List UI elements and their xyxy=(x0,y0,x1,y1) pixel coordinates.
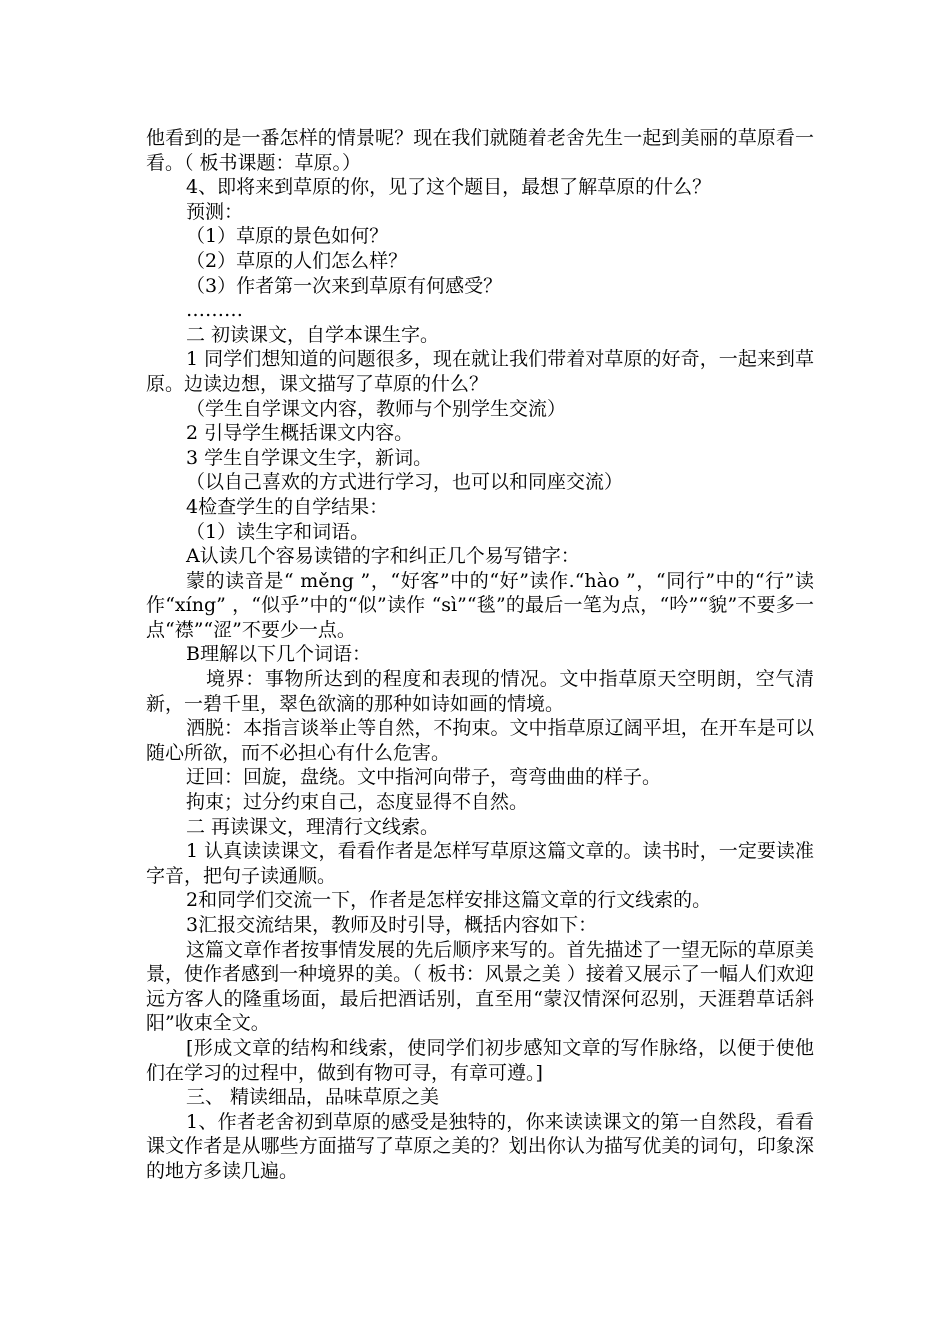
section-heading: 二 初读课文，自学本课生字。 xyxy=(186,323,440,346)
paragraph: 3 学生自学课文生字，新词。 xyxy=(186,446,433,469)
paragraph: 3汇报交流结果，教师及时引导，概括内容如下： xyxy=(186,914,598,936)
paragraph: 蒙的读音是“ měng ”，“好客”中的“好”读作.“hào ”，“同行”中的“行”读作“xíng” ，“似乎”中的“似”读作 “sì”“毯”的最后一笔为点，“吟”“貌”不要多一点“襟”“涩”不要少一点。 xyxy=(146,569,814,641)
paragraph: 1、作者老舍初到草原的感受是独特的，你来读读课文的第一自然段，看看课文作者是从哪些方面描写了草原之美的？划出你认为描写优美的词句，印象深的地方多读几遍。 xyxy=(146,1110,814,1182)
paragraph: 他看到的是一番怎样的情景呢？现在我们就随着老舍先生一起到美丽的草原看一看。（ 板书课题：草原。） xyxy=(146,127,814,174)
paragraph: （1）读生字和词语。 xyxy=(186,520,370,543)
document-body xyxy=(146,126,814,1184)
paragraph: [形成文章的结构和线索，使同学们初步感知文章的写作脉络，以便于使他们在学习的过程中，做到有物可寻，有章可遵。] xyxy=(146,1036,814,1084)
paragraph: （2）草原的人们怎么样？ xyxy=(186,249,408,272)
paragraph: 预测： xyxy=(186,200,244,223)
paragraph: 迂回：回旋，盘绕。文中指河向带子，弯弯曲曲的样子。 xyxy=(186,766,662,789)
paragraph: （1）草原的景色如何？ xyxy=(186,225,389,248)
paragraph: 洒脱：本指言谈举止等自然，不拘束。文中指草原辽阔平坦，在开车是可以随心所欲，而不必担心有什么危害。 xyxy=(146,717,814,764)
paragraph: 这篇文章作者按事情发展的先后顺序来写的。首先描述了一望无际的草原美景，使作者感到一种境界的美。（ 板书：风景之美 ）接着又展示了一幅人们欢迎远方客人的隆重场面，最后把酒话别，直至用“蒙汉情深何忍别，天涯碧草话斜阳”收束全文。 xyxy=(146,938,814,1035)
paragraph: 1 同学们想知道的问题很多，现在就让我们带着对草原的好奇，一起来到草原。边读边想，课文描写了草原的什么？ xyxy=(146,348,814,395)
paragraph: 拘束；过分约束自己，态度显得不自然。 xyxy=(186,791,529,814)
section-heading: 二 再读课文，理清行文线索。 xyxy=(186,815,440,838)
paragraph: （学生自学课文内容，教师与个别学生交流） xyxy=(186,397,567,420)
paragraph: 2 引导学生概括课文内容。 xyxy=(186,422,414,445)
paragraph: （以自己喜欢的方式进行学习，也可以和同座交流） xyxy=(186,471,624,494)
paragraph: 4、即将来到草原的你，见了这个题目，最想了解草原的什么？ xyxy=(186,176,712,199)
paragraph: 2和同学们交流一下，作者是怎样安排这篇文章的行文线索的。 xyxy=(186,889,712,912)
paragraph: ……… xyxy=(186,299,243,322)
paragraph: （3）作者第一次来到草原有何感受？ xyxy=(186,274,503,297)
paragraph: A认读几个容易读错的字和纠正几个易写错字： xyxy=(186,545,580,568)
section-heading: 三、 精读细品，品味草原之美 xyxy=(186,1086,440,1109)
paragraph: 4检查学生的自学结果： xyxy=(186,495,389,518)
paragraph: B理解以下几个词语： xyxy=(186,643,371,666)
paragraph: 境界：事物所达到的程度和表现的情况。文中指草原天空明朗，空气清新，一碧千里，翠色欲滴的那种如诗如画的情境。 xyxy=(146,668,814,715)
paragraph: 1 认真读读课文，看看作者是怎样写草原这篇文章的。读书时，一定要读准字音，把句子读通顺。 xyxy=(146,840,814,887)
